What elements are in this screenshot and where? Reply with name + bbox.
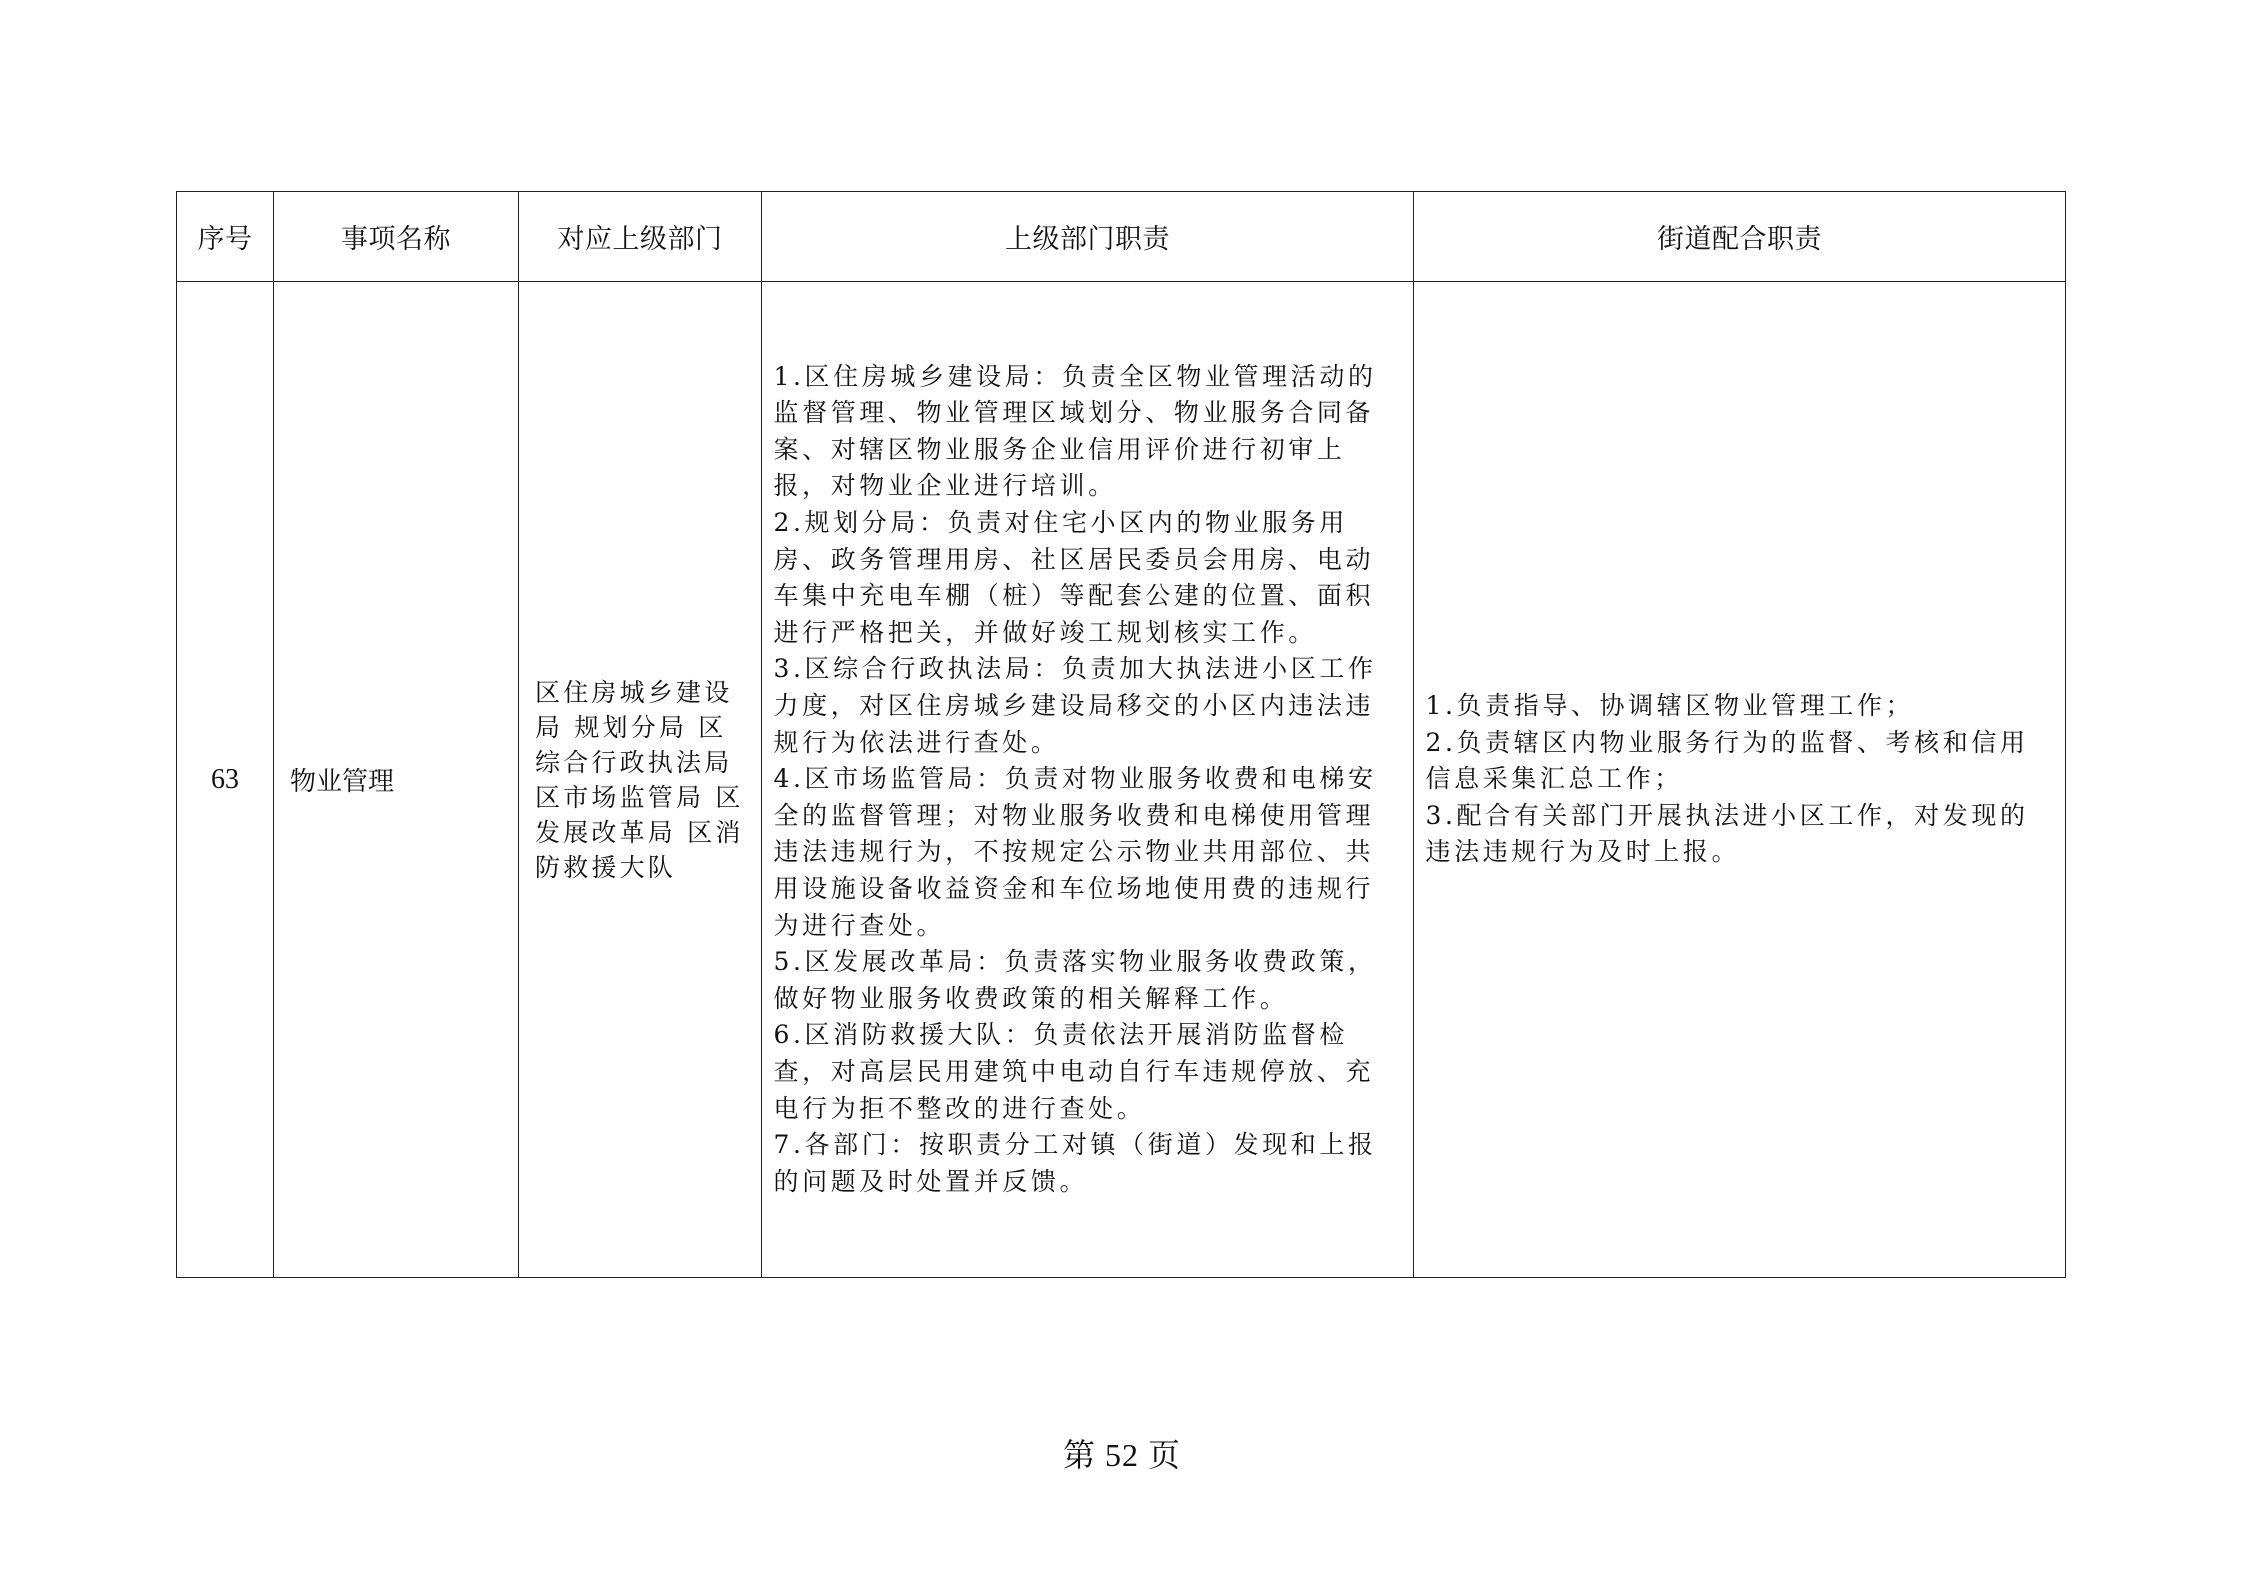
- upper-duty-item: 1.区住房城乡建设局：负责全区物业管理活动的监督管理、物业管理区域划分、物业服务合同备案、对辖区物业服务企业信用评价进行初审上报，对物业企业进行培训。: [773, 361, 1377, 501]
- header-index: 序号: [177, 192, 274, 282]
- responsibility-table: [176, 191, 2066, 1278]
- page-number: 第 52 页: [1062, 1437, 1181, 1473]
- row-upper-duties-cell: [762, 282, 1414, 1278]
- header-upper-duties: 上级部门职责: [762, 192, 1414, 282]
- row-index: 63: [177, 282, 274, 1278]
- header-street-duties: 街道配合职责: [1414, 192, 2066, 282]
- row-street-duties-cell: [1414, 282, 2066, 1278]
- street-duties-list: [1426, 688, 2054, 871]
- header-item-name: 事项名称: [274, 192, 519, 282]
- street-duty-item: 3.配合有关部门开展执法进小区工作，对发现的违法违规行为及时上报。: [1425, 800, 2029, 867]
- row-departments-cell: [519, 282, 762, 1278]
- upper-duty-item: 3.区综合行政执法局：负责加大执法进小区工作力度，对区住房城乡建设局移交的小区内违法违规行为依法进行查处。: [773, 654, 1377, 757]
- upper-duty-item: 5.区发展改革局：负责落实物业服务收费政策，做好物业服务收费政策的相关解释工作。: [773, 947, 1377, 1013]
- upper-duty-item: 2.规划分局：负责对住宅小区内的物业服务用房、政务管理用房、社区居民委员会用房、电动车集中充电车棚（桩）等配套公建的位置、面积进行严格把关，并做好竣工规划核实工作。: [773, 508, 1375, 647]
- upper-duty-item: 6.区消防救援大队：负责依法开展消防监督检查，对高层民用建筑中电动自行车违规停放、充电行为拒不整改的进行查处。: [773, 1020, 1375, 1123]
- upper-duty-item: 4.区市场监管局：负责对物业服务收费和电梯安全的监督管理；对物业服务收费和电梯使用管理违法违规行为，不按规定公示物业共用部位、共用设施设备收益资金和车位场地使用费的违规行为进行查处。: [773, 764, 1377, 940]
- table-row: [177, 282, 2066, 1278]
- street-duty-item: 1.负责指导、协调辖区物业管理工作；: [1425, 691, 1915, 721]
- row-departments: 区住房城乡建设局 规划分局 区综合行政执法局 区市场监管局 区发展改革局 区消防救援大队: [535, 677, 744, 882]
- table-header-row: [177, 192, 2066, 282]
- street-duty-item: 2.负责辖区内物业服务行为的监督、考核和信用信息采集汇总工作；: [1425, 727, 2029, 794]
- row-item-name: 物业管理: [274, 282, 519, 1278]
- upper-duties-list: [774, 359, 1402, 1201]
- header-upper-department: 对应上级部门: [519, 192, 762, 282]
- upper-duty-item: 7.各部门：按职责分工对镇（街道）发现和上报的问题及时处置并反馈。: [773, 1130, 1377, 1196]
